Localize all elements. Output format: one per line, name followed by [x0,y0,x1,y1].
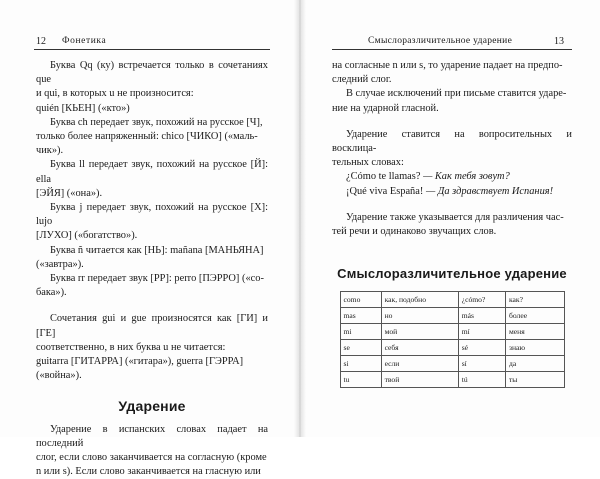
table-cell: mas [340,308,381,324]
text-line: Буква rr передает звук [РР]: perro [ПЭРРО] («со- [50,273,264,285]
text-line: Ударение также указывается для различения час- [346,211,564,223]
text-line: ние на ударной гласной. [332,102,439,114]
left-page [0,0,296,478]
section-heading: Ударение [118,398,186,415]
paragraph [36,158,268,201]
text-line: бака»). [36,287,67,299]
paragraph [36,272,268,300]
text-line: тельных словах: [332,157,404,169]
page-body [36,59,268,479]
table-cell: но [381,308,458,324]
paragraph [332,128,572,171]
text-line: n или s). Если слово заканчивается на гласную или [36,466,261,478]
paragraph [332,87,572,115]
running-title: Смыслоразличительное ударение [368,36,513,46]
paragraph [332,59,572,87]
text-line: Ударение ставится на вопросительных и восклица- [332,128,572,155]
example-line [332,170,572,184]
table-cell: меня [505,324,564,340]
text-line: и qui, в которых u не произносится: [36,88,194,100]
right-page [304,0,600,437]
text-line: Буква Qq (ку) встречается только в сочетаниях que [36,60,268,86]
example-translation: — Как тебя зовут? [423,171,510,183]
text-line: Буква ñ читается как [НЬ]: mañana [МАНЬЯНА] [50,244,264,256]
text-line: («завтра»). [36,258,84,270]
table-cell: как, подобно [381,292,458,308]
example-spanish: ¡Qué viva España! [346,185,424,197]
table-cell: более [505,308,564,324]
table-cell: мой [381,324,458,340]
text-line: чик»). [36,145,64,157]
table-cell: tú [458,372,505,388]
header-rule [34,49,270,50]
table-cell: mí [458,324,505,340]
paragraph [332,211,572,239]
paragraph [36,201,268,244]
table-cell: знаю [505,340,564,356]
table-cell: como [340,292,381,308]
text-line: следний слог. [332,74,392,86]
text-line: на согласные n или s, то ударение падает на предпо- [332,60,563,71]
example-spanish: ¿Cómo te llamas? [346,171,421,183]
page-body [332,59,572,388]
text-line: [ЭЙЯ] («она»). [36,187,103,199]
table-cell: se [340,340,381,356]
table-row [340,292,564,308]
paragraph [36,423,268,479]
table-cell: да [505,356,564,372]
table-cell: sé [458,340,505,356]
table-row [340,324,564,340]
table-cell: mi [340,324,381,340]
text-line: guitarra [ГИТАРРА] («гитара»), guerra [ГЭРРА] [36,356,244,368]
text-line: Буква j передает звук, похожий на русское [Х]: lujo [36,202,268,228]
table-row [340,340,564,356]
paragraph [36,244,268,272]
example-translation: — Да здравствует Испания! [425,185,554,197]
paragraph [36,59,268,116]
table-cell: ты [505,372,564,388]
table-row [340,308,564,324]
text-line: quién [КЬЕН] («кто») [36,102,130,114]
header-rule [332,49,572,50]
stress-table [340,291,565,388]
text-line: соответственно, в них буква u не читается: [36,341,226,353]
section-heading: Смыслоразличительное ударение [337,266,567,282]
paragraph [36,312,268,383]
table-cell: твой [381,372,458,388]
page-number: 13 [554,36,564,47]
table-cell: sí [458,356,505,372]
table-cell: если [381,356,458,372]
table-cell: как? [505,292,564,308]
text-line: Ударение в испанских словах падает на последний [36,423,268,449]
text-line: Буква ll передает звук, похожий на русское [Й]: ella [36,159,268,185]
text-line: слог, если слово заканчивается на согласную (кроме [36,452,267,464]
page-number: 12 [36,36,46,47]
text-line: Буква ch передает звук, похожий на русское [Ч], [50,116,263,128]
text-line: только более напряженный: chico [ЧИКО] («маль- [36,131,258,143]
text-line: В случае исключений при письме ставится ударе- [346,88,567,100]
table-row [340,372,564,388]
text-line: [ЛУХО] («богатство»). [36,230,138,242]
text-line: тей речи и одинаково звучащих слов. [332,226,497,238]
table-cell: tu [340,372,381,388]
paragraph [36,116,268,159]
table-cell: más [458,308,505,324]
table-cell: si [340,356,381,372]
table-cell: ¿cómo? [458,292,505,308]
text-line: Сочетания gui и gue произносятся как [ГИ] и [ГЕ] [36,313,268,339]
table-row [340,356,564,372]
running-title: Фонетика [62,36,107,46]
example-line [332,185,572,199]
text-line: («война»). [36,370,82,382]
table-cell: себя [381,340,458,356]
